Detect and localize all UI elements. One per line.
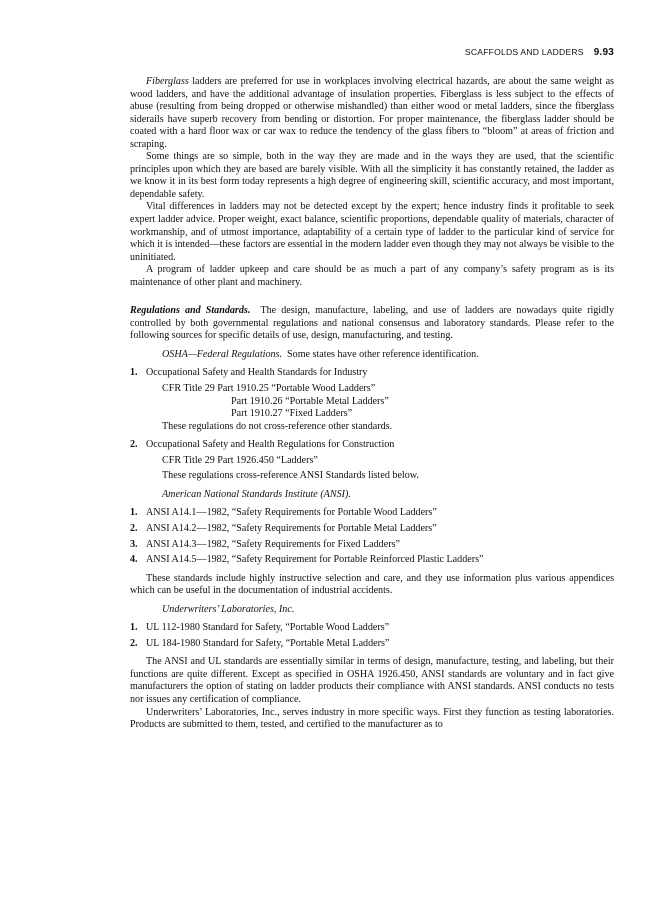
paragraph-upkeep: A program of ladder upkeep and care should be as much a part of any company’s safety program as is its maintenance of other plant and machinery. bbox=[130, 264, 614, 288]
ul-heading: Underwriters’ Laboratories, Inc. bbox=[162, 603, 295, 615]
ul-item-text: UL 184-1980 Standard for Safety, “Portable Metal Ladders” bbox=[146, 637, 390, 649]
osha-item-2-title: Occupational Safety and Health Regulations for Construction bbox=[146, 439, 395, 451]
ansi-heading-line bbox=[130, 489, 614, 502]
list-number: 1. bbox=[130, 367, 138, 379]
osha-item-1-title: Occupational Safety and Health Standards for Industry bbox=[146, 367, 368, 379]
ansi-item-text: ANSI A14.2—1982, “Safety Requirements for Portable Metal Ladders” bbox=[146, 522, 437, 534]
ansi-item-1 bbox=[130, 507, 614, 520]
running-header bbox=[130, 47, 614, 58]
osha-heading-line bbox=[130, 349, 614, 362]
paragraph-vital-differences: Vital differences in ladders may not be detected except by the expert; hence industry finds it profitable to seek expert ladder advice. Proper weight, exact balance, scientific proportions, dependable quality of materials, character of workmanship, and of utmost importance, adaptability of a certain type of ladder to the particular kind of service for which it is intended—these factors are essential in the modern ladder even though they may not always be visible to the uninitiated. bbox=[130, 201, 614, 263]
ansi-item-text: ANSI A14.3—1982, “Safety Requirements for Fixed Ladders” bbox=[146, 538, 400, 550]
ansi-item-text: ANSI A14.5—1982, “Safety Requirement for Portable Reinforced Plastic Ladders” bbox=[146, 554, 484, 566]
body-text bbox=[130, 76, 614, 732]
paragraph-simplicity: Some things are so simple, both in the way they are made and in the ways they are used, that the scientific principles upon which they are based are barely visible. With all the simplicity it has constantly retained, the ladder as we know it in its best form today represents a high degree of engineering skill, scientific accuracy, and most important, dependable safety. bbox=[130, 151, 614, 200]
list-number: 2. bbox=[130, 637, 138, 649]
ansi-item-2 bbox=[130, 523, 614, 536]
paragraph-regulations bbox=[130, 305, 614, 343]
regulations-text: The design, manufacture, labeling, and use of ladders are nowadays quite rigidly controlled by both governmental regulations and national consensus and laboratory standards. Please refer to the following sources for specific details of use, design, manufacturing, and testing. bbox=[130, 305, 614, 342]
cfr-line: Part 1910.27 “Fixed Ladders” bbox=[231, 408, 353, 420]
osha-item-2-note: These regulations cross-reference ANSI Standards listed below. bbox=[162, 470, 419, 482]
fiberglass-text: ladders are preferred for use in workplaces involving electrical hazards, are about the same weight as wood ladders, and have the additional advantage of insulation properties. Fiberglass is less subject to the effects of abuse (resulting from being dropped or otherwise mishandled) than either wood or metal ladders, since the fiberglass siderails have superb recovery from bending or distortion. For proper maintenance, the fiberglass ladder should be coated with a hard floor wax or car wax to reduce the tendency of the glass fibers to “bloom” at areas of friction and scraping. bbox=[130, 76, 614, 150]
paragraph-fiberglass bbox=[130, 76, 614, 151]
osha-item-1-note: These regulations do not cross-reference other standards. bbox=[162, 420, 393, 432]
osha-item-2 bbox=[130, 439, 614, 452]
osha-item-1 bbox=[130, 367, 614, 380]
running-title: SCAFFOLDS AND LADDERS bbox=[464, 47, 584, 57]
ul-item-1 bbox=[130, 622, 614, 635]
osha-heading: OSHA—Federal Regulations. bbox=[162, 348, 282, 360]
paragraph-underwriters: Underwriters’ Laboratories, Inc., serves industry in more specific ways. First they function as testing laboratories. Products are submitted to them, tested, and certified to the manufacturer as to bbox=[130, 706, 614, 731]
cfr-line: CFR Title 29 Part 1926.450 “Ladders” bbox=[162, 454, 318, 466]
paragraph-ansi-ul: The ANSI and UL standards are essentially similar in terms of design, manufacture, testing, and labeling, but their functions are quite different. Except as specified in OSHA 1926.450, ANSI standards are voluntary and in fact give manufacturers the option of stating on ladder products their compliance with ANSI standards. ANSI conducts no tests nor issues any certification of compliance. bbox=[130, 656, 614, 705]
cfr-line: CFR Title 29 Part 1910.25 “Portable Wood Ladders” bbox=[162, 383, 376, 395]
ansi-heading: American National Standards Institute (ANSI). bbox=[162, 488, 351, 500]
list-number: 1. bbox=[130, 622, 138, 634]
ansi-item-4 bbox=[130, 554, 614, 567]
list-number: 2. bbox=[130, 439, 138, 451]
list-number: 2. bbox=[130, 522, 138, 534]
fiberglass-term: Fiberglass bbox=[146, 76, 189, 87]
cfr-line: Part 1910.26 “Portable Metal Ladders” bbox=[231, 395, 389, 407]
ansi-item-text: ANSI A14.1—1982, “Safety Requirements for Portable Wood Ladders” bbox=[146, 507, 437, 519]
ul-heading-line bbox=[130, 604, 614, 617]
ansi-item-3 bbox=[130, 539, 614, 552]
list-number: 4. bbox=[130, 554, 138, 566]
regulations-heading: Regulations and Standards. bbox=[130, 305, 251, 317]
ansi-note: These standards include highly instructive selection and care, and they use information plus various appendices which can be useful in the documentation of industrial accidents. bbox=[130, 572, 614, 597]
ul-item-text: UL 112-1980 Standard for Safety, “Portable Wood Ladders” bbox=[146, 622, 390, 634]
list-number: 1. bbox=[130, 507, 138, 519]
page-number: 9.93 bbox=[593, 47, 614, 58]
list-number: 3. bbox=[130, 538, 138, 550]
ul-item-2 bbox=[130, 638, 614, 651]
osha-note: Some states have other reference identification. bbox=[287, 348, 479, 360]
section-gap bbox=[130, 289, 614, 305]
